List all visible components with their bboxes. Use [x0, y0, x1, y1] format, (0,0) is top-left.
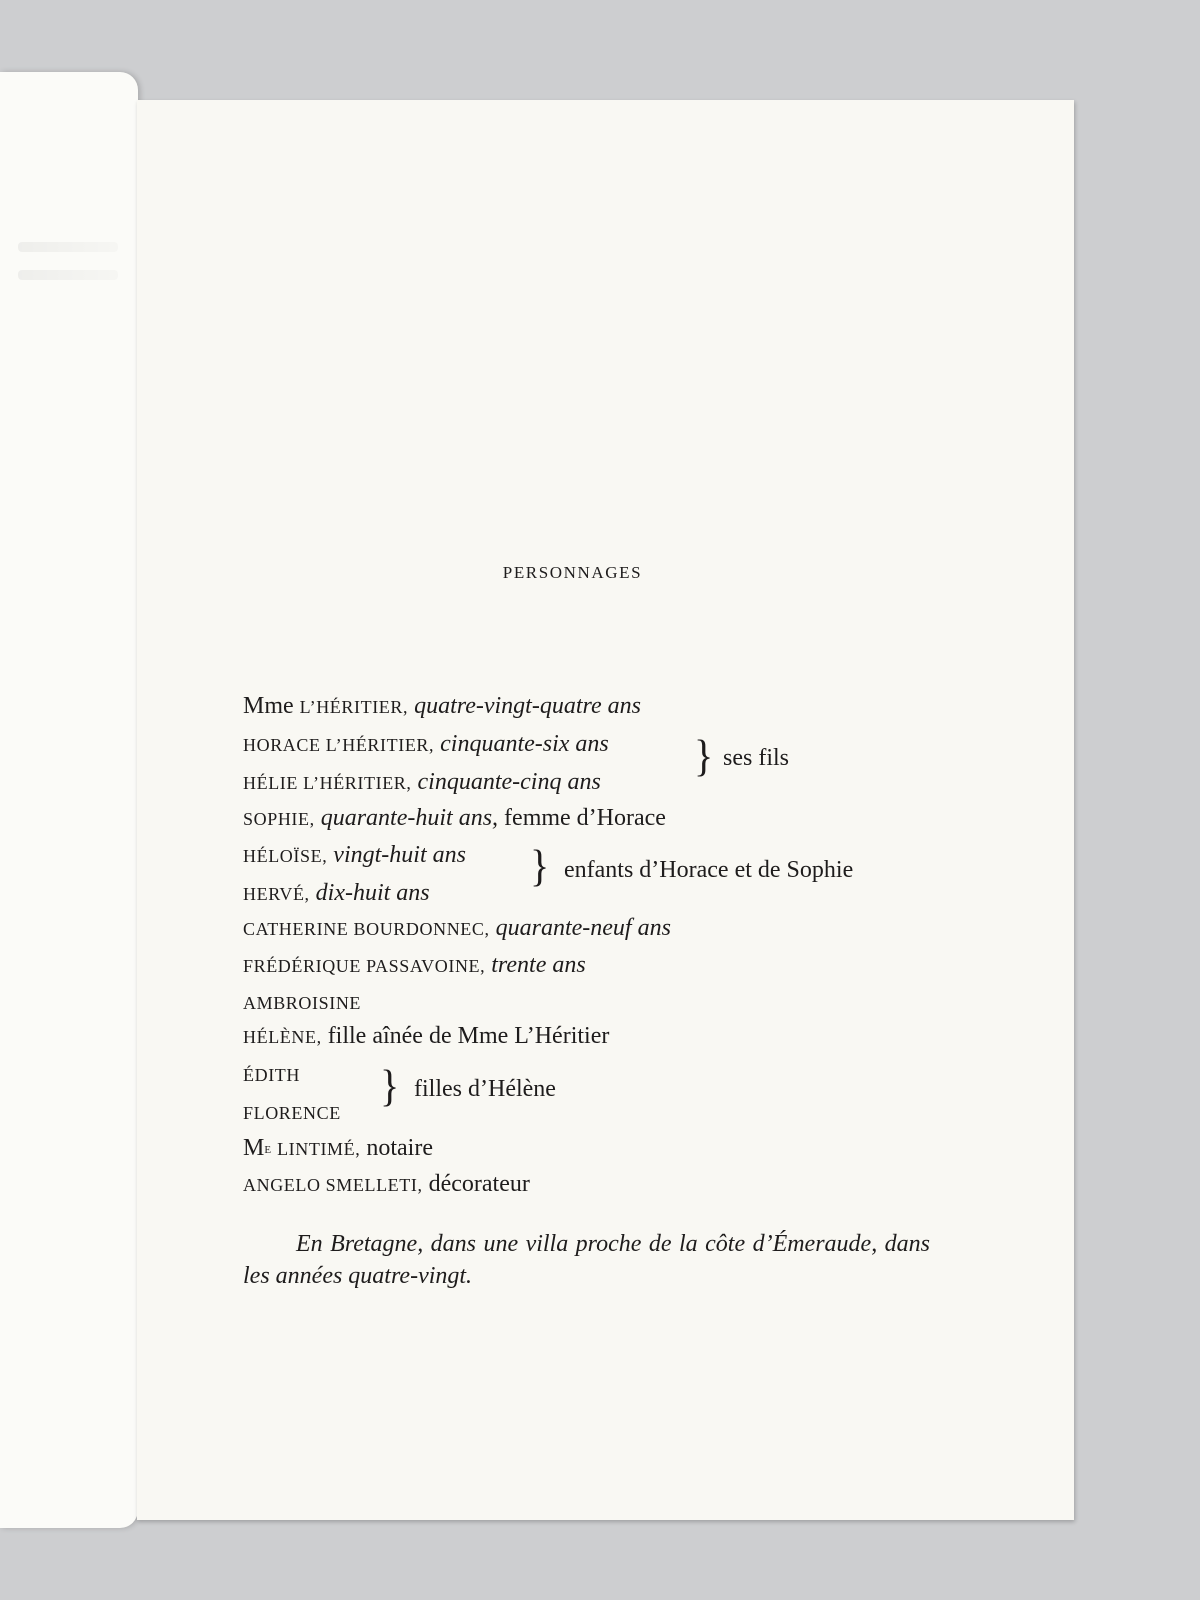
character-line — [243, 1098, 341, 1127]
character-name: HÉLIE L’HÉRITIER, — [243, 773, 412, 793]
character-age: trente ans — [491, 952, 586, 978]
group-label-daughters: filles d’Hélène — [414, 1076, 556, 1102]
character-age: quarante-neuf ans — [495, 915, 671, 941]
faint-show-through-line — [18, 270, 118, 280]
character-name: FLORENCE — [243, 1103, 341, 1123]
character-name: ÉDITH — [243, 1065, 300, 1085]
character-role: décorateur — [428, 1171, 530, 1197]
character-line — [243, 1134, 433, 1163]
setting-paragraph: En Bretagne, dans une villa proche de la côte d’Émeraude, dans les années quatre-vingt. — [243, 1231, 930, 1289]
left-page — [0, 72, 138, 1528]
character-line — [243, 1170, 530, 1199]
character-name: ANGELO SMELLETI, — [243, 1175, 423, 1195]
character-line — [243, 879, 430, 908]
character-role: femme d’Horace — [504, 805, 666, 831]
character-age: vingt-huit ans — [333, 842, 466, 868]
character-line — [243, 1022, 609, 1051]
character-line — [243, 768, 601, 797]
brace: } — [380, 1060, 400, 1111]
character-name: HÉLOÏSE, — [243, 846, 328, 866]
character-name: HÉLÈNE, — [243, 1027, 322, 1047]
character-age: cinquante-six ans — [440, 731, 609, 757]
character-line — [243, 951, 586, 980]
character-line — [243, 730, 609, 759]
character-line — [243, 692, 641, 721]
brace: } — [530, 840, 550, 891]
faint-show-through-line — [18, 242, 118, 252]
character-name: HORACE L’HÉRITIER, — [243, 735, 435, 755]
character-age: dix-huit ans — [315, 880, 430, 906]
character-name: SOPHIE, — [243, 809, 315, 829]
group-label-sons: ses fils — [723, 745, 789, 771]
character-line — [243, 1060, 300, 1089]
character-name: AMBROISINE — [243, 993, 362, 1013]
character-name: CATHERINE BOURDONNEC, — [243, 919, 490, 939]
character-name: HERVÉ, — [243, 884, 310, 904]
character-role: fille aînée de Mme L’Héritier — [327, 1023, 610, 1049]
page-heading: PERSONNAGES — [502, 563, 643, 582]
brace: } — [694, 730, 714, 781]
character-line — [243, 804, 666, 833]
character-age: quarante-huit ans, — [320, 805, 499, 831]
character-line — [243, 914, 671, 943]
character-name: FRÉDÉRIQUE PASSAVOINE, — [243, 956, 486, 976]
character-title: $M^E$ — [243, 1135, 272, 1161]
character-role: notaire — [366, 1135, 433, 1161]
character-name: L’HÉRITIER, — [299, 697, 409, 717]
character-age: quatre-vingt-quatre ans — [414, 693, 641, 719]
character-age: cinquante-cinq ans — [417, 769, 601, 795]
character-name: LINTIMÉ, — [277, 1139, 361, 1159]
superscript-e: E — [264, 1144, 272, 1156]
character-title: Mme — [243, 693, 294, 719]
character-line — [243, 841, 466, 870]
character-line — [243, 988, 361, 1017]
group-label-children: enfants d’Horace et de Sophie — [564, 857, 854, 883]
